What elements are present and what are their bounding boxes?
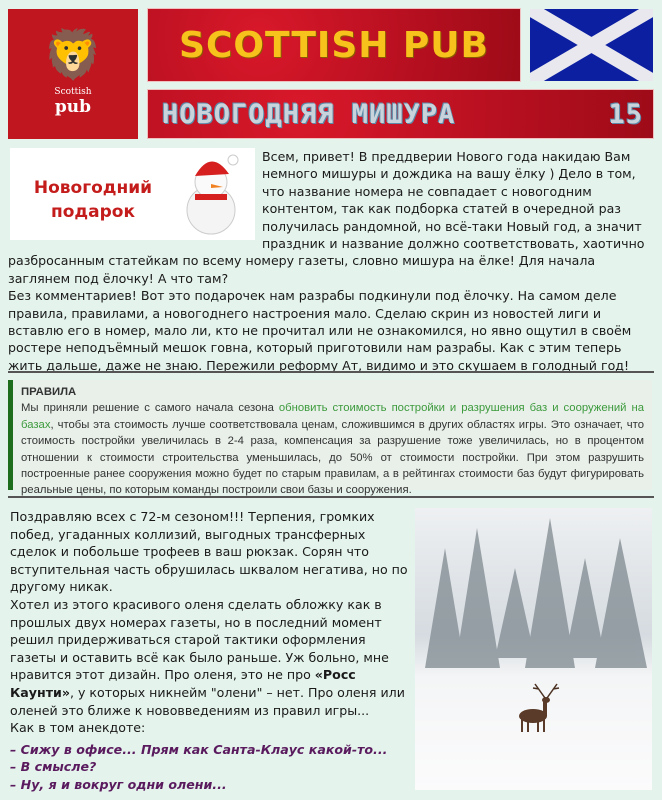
gift-caption: [18, 176, 168, 224]
divider: [8, 496, 654, 498]
team-name: «Росс Каунти»: [10, 667, 356, 700]
intro-section: [8, 148, 654, 374]
lion-rampant-icon: 🦁: [43, 27, 103, 83]
quote-line: – В смысле?: [10, 759, 97, 775]
divider: [8, 371, 654, 373]
greeting-section: [10, 508, 408, 794]
gift-caption-line1: Новогодний: [33, 178, 153, 198]
title-banner: [148, 9, 520, 81]
gift-caption-line2: подарок: [50, 202, 135, 222]
pub-logo: [8, 9, 138, 139]
newspaper-title: SCOTTISH PUB: [179, 24, 489, 66]
intro-paragraph-2: Без комментариев! Вот это подарочек нам разрабы подкинули под ёлочку. На самом деле правила, правилами, а новогоднего настроения мало. Сделаю скрин из новостей лиги и вставлю его в номер, мало ли, кто не прочитал или не ознакомился, но явно ощутил в своём ростере неподъёмный мешок говна, который приготовили нам разрабы. Как с этим теперь жить дальше, даже не знаю. Пережили реформу Ат, видимо и это скушаем в голодный год!: [8, 288, 632, 373]
rules-text-end: , чтобы эта стоимость лучше соответствовала ценам, сложившимся в других областях игры. Это означает, что стоимость постройки увеличилась в 2-4 раза, компенсация за разрушение тоже увеличилась, но в процентом отношении к стоимости строительства уменьшилась, до 50% от стоимости постройки. При этом разрушить построенные ранее сооружения можно будет по старым правилам, а в рейтингах стоимости баз будут фигурировать реальные цены, по которым команды построили свои базы и сооружения.: [21, 418, 644, 497]
new-year-gift-image: [10, 148, 255, 240]
intro-paragraph-1: Всем, привет! В преддверии Нового года накидаю Вам немного мишуры и дождика на вашу ёлку ) Дело в том, что название номера не совпадает с новогодним контентом, так как подборка статей в очередной раз получилась рандомной, но всё-таки Новый год, а значит праздник и название должно соответствовать, хаотично разбросанным статейкам по всему номеру газеты, словно мишура на ёлке! Для начала заглянем под ёлочку! А что там?: [8, 149, 645, 286]
gift-image-spacer: [8, 148, 262, 242]
rules-quote-box: [8, 380, 652, 497]
deer-text-2: , у которых никнейм "олени" – нет. Про оленя или оленей это ближе к нововведениям из правил игры...: [10, 684, 405, 718]
logo-text-pub: pub: [54, 97, 92, 117]
snowman-icon: [175, 152, 247, 236]
rules-link[interactable]: обновить стоимость постройки и разрушения баз и сооружений на базах: [21, 402, 644, 431]
deer-paragraph: [10, 596, 408, 719]
issue-title: НОВОГОДНЯЯ МИШУРА: [162, 98, 456, 130]
deer-text-1: Хотел из этого красивого оленя сделать обложку как в прошлых двух номерах газеты, но в последний момент решил придерживаться старой тактики оформления газеты и оставить всё как было раньше. Уж больно, мне нравится этот дизайн. Про оленя, это не про: [10, 596, 389, 683]
anecdote-quote: [10, 741, 408, 794]
rules-text-start: Мы приняли решение с самого начала сезона: [21, 402, 279, 415]
scotland-flag-icon: [530, 9, 653, 81]
greeting-paragraph: Поздравляю всех с 72-м сезоном!!! Терпения, громких побед, угаданных коллизий, выгодных трансферных сделок и побольше трофеев в ваш рюкзак. Сорян что вступительная часть обрушилась шквалом негатива, но по другому никак.: [10, 509, 408, 595]
anecdote-intro: Как в том анекдоте:: [10, 720, 146, 736]
deer-in-snowy-forest-icon: [415, 508, 652, 790]
issue-number: 15: [608, 98, 643, 130]
issue-banner: [148, 90, 653, 138]
logo-text-scottish: Scottish: [54, 87, 92, 97]
quote-line: – Сижу в офисе... Прям как Санта-Клаус какой-то...: [10, 741, 388, 757]
winter-deer-photo: [415, 508, 652, 790]
quote-line: – Ну, я и вокруг одни олени...: [10, 776, 227, 792]
rules-heading: ПРАВИЛА: [21, 386, 77, 398]
